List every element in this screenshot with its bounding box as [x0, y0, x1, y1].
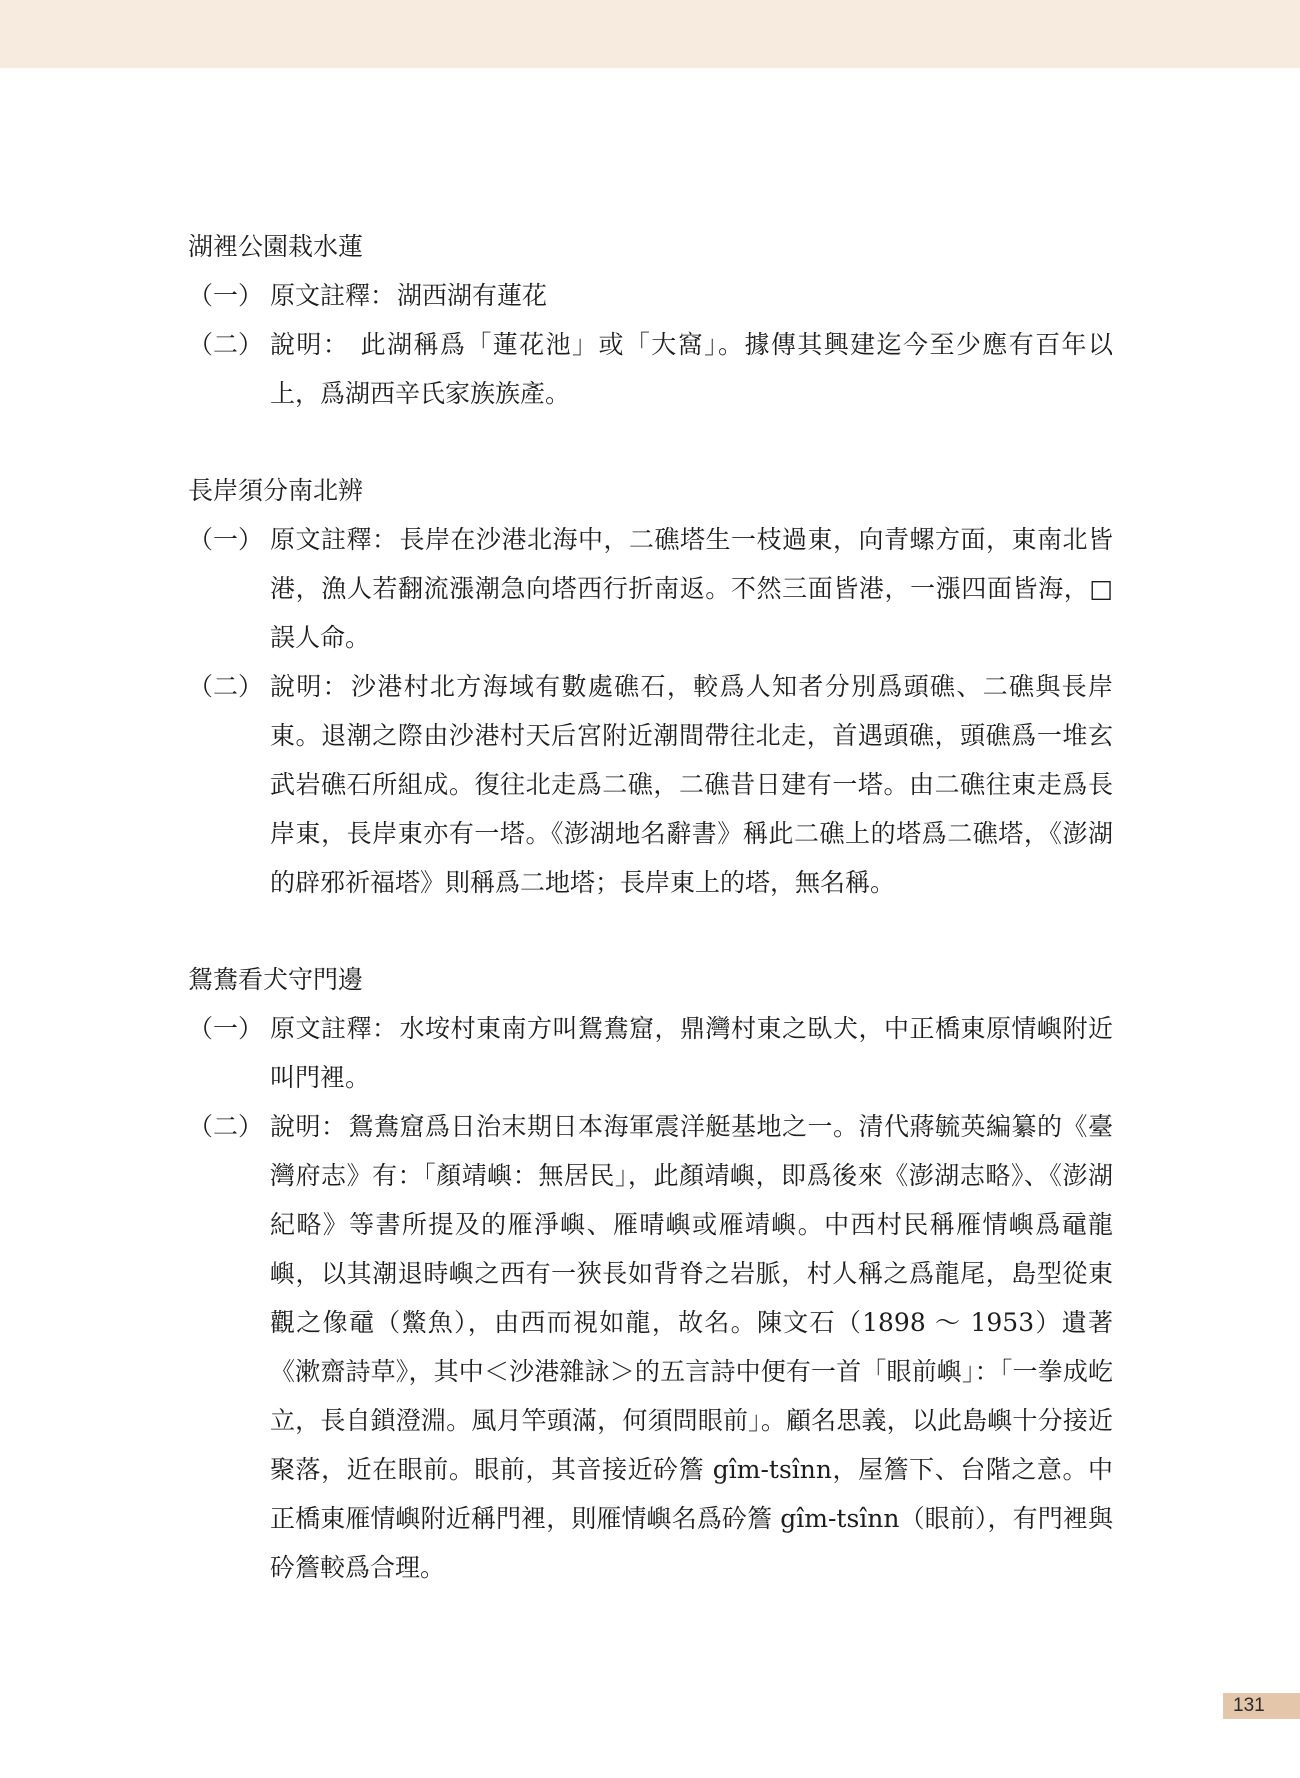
annotation-item [188, 271, 1113, 320]
annotation-item [188, 662, 1113, 907]
page-number: 131 [1223, 1693, 1300, 1719]
annotation-item [188, 1102, 1113, 1592]
item-label: 說明： [270, 1112, 347, 1141]
top-header-band [0, 0, 1300, 68]
annotation-item [188, 1004, 1113, 1102]
item-label: 原文註釋： [270, 1014, 398, 1043]
item-label: 說明： [270, 330, 359, 359]
item-marker: （一） [188, 1014, 264, 1043]
item-label: 原文註釋： [270, 525, 398, 554]
item-text: 此湖稱爲「蓮花池」或「大窩」。據傳其興建迄今至少應有百年以上，爲湖西辛氏家族族產。 [270, 330, 1113, 408]
item-label: 說明： [270, 672, 349, 701]
item-label: 原文註釋： [270, 281, 396, 310]
item-marker: （一） [188, 281, 264, 310]
annotation-item [188, 320, 1113, 418]
item-marker: （二） [188, 672, 264, 701]
section-title: 長岸須分南北辨 [188, 476, 364, 505]
page-content [188, 222, 1113, 1640]
item-text: 長岸在沙港北海中，二礁塔生一枝過東，向青螺方面，東南北皆港，漁人若翻流漲潮急向塔西行折南返。不然三面皆港，一漲四面皆海，□誤人命。 [270, 525, 1113, 652]
item-text: 湖西湖有蓮花 [397, 281, 548, 310]
section-lotus [188, 222, 1113, 418]
section-title: 鴛鴦看犬守門邊 [188, 965, 364, 994]
item-text: 水垵村東南方叫鴛鴦窟，鼎灣村東之臥犬，中正橋東原情嶼附近叫門裡。 [270, 1014, 1113, 1092]
item-text: 沙港村北方海域有數處礁石，較爲人知者分別爲頭礁、二礁與長岸東。退潮之際由沙港村天后宮附近潮間帶往北走，首遇頭礁，頭礁爲一堆玄武岩礁石所組成。復往北走爲二礁，二礁昔日建有一塔。由二礁往東走爲長岸東，長岸東亦有一塔。《澎湖地名辭書》稱此二礁上的塔爲二礁塔，《澎湖的辟邪祈福塔》則稱爲二地塔；長岸東上的塔，無名稱。 [270, 672, 1113, 897]
section-yuanyang [188, 955, 1113, 1592]
section-changan [188, 466, 1113, 907]
item-marker: （二） [188, 1112, 264, 1141]
item-marker: （一） [188, 525, 264, 554]
item-marker: （二） [188, 330, 264, 359]
section-title: 湖裡公園栽水蓮 [188, 232, 364, 261]
annotation-item [188, 515, 1113, 662]
item-text: 鴛鴦窟爲日治末期日本海軍震洋艇基地之一。清代蔣毓英編纂的《臺灣府志》有：「顏靖嶼：無居民」，此顏靖嶼，即爲後來《澎湖志略》、《澎湖紀略》等書所提及的雁淨嶼、雁晴嶼或雁靖嶼。中西村民稱雁情嶼爲黿龍嶼，以其潮退時嶼之西有一狹長如背脊之岩脈，村人稱之爲龍尾，島型從東觀之像黿（鱉魚），由西而視如龍，故名。陳文石（1898 ～ 1953）遺著《漱齋詩草》，其中＜沙港雜詠＞的五言詩中便有一首「眼前嶼」：「一拳成屹立，長自鎖澄淵。風月竿頭滿，何須問眼前」。顧名思義，以此島嶼十分接近聚落，近在眼前。眼前，其音接近砛簷 gîm-tsînn，屋簷下、台階之意。中正橋東雁情嶼附近稱門裡，則雁情嶼名爲砛簷 gîm-tsînn（眼前），有門裡與砛簷較爲合理。 [270, 1112, 1113, 1582]
